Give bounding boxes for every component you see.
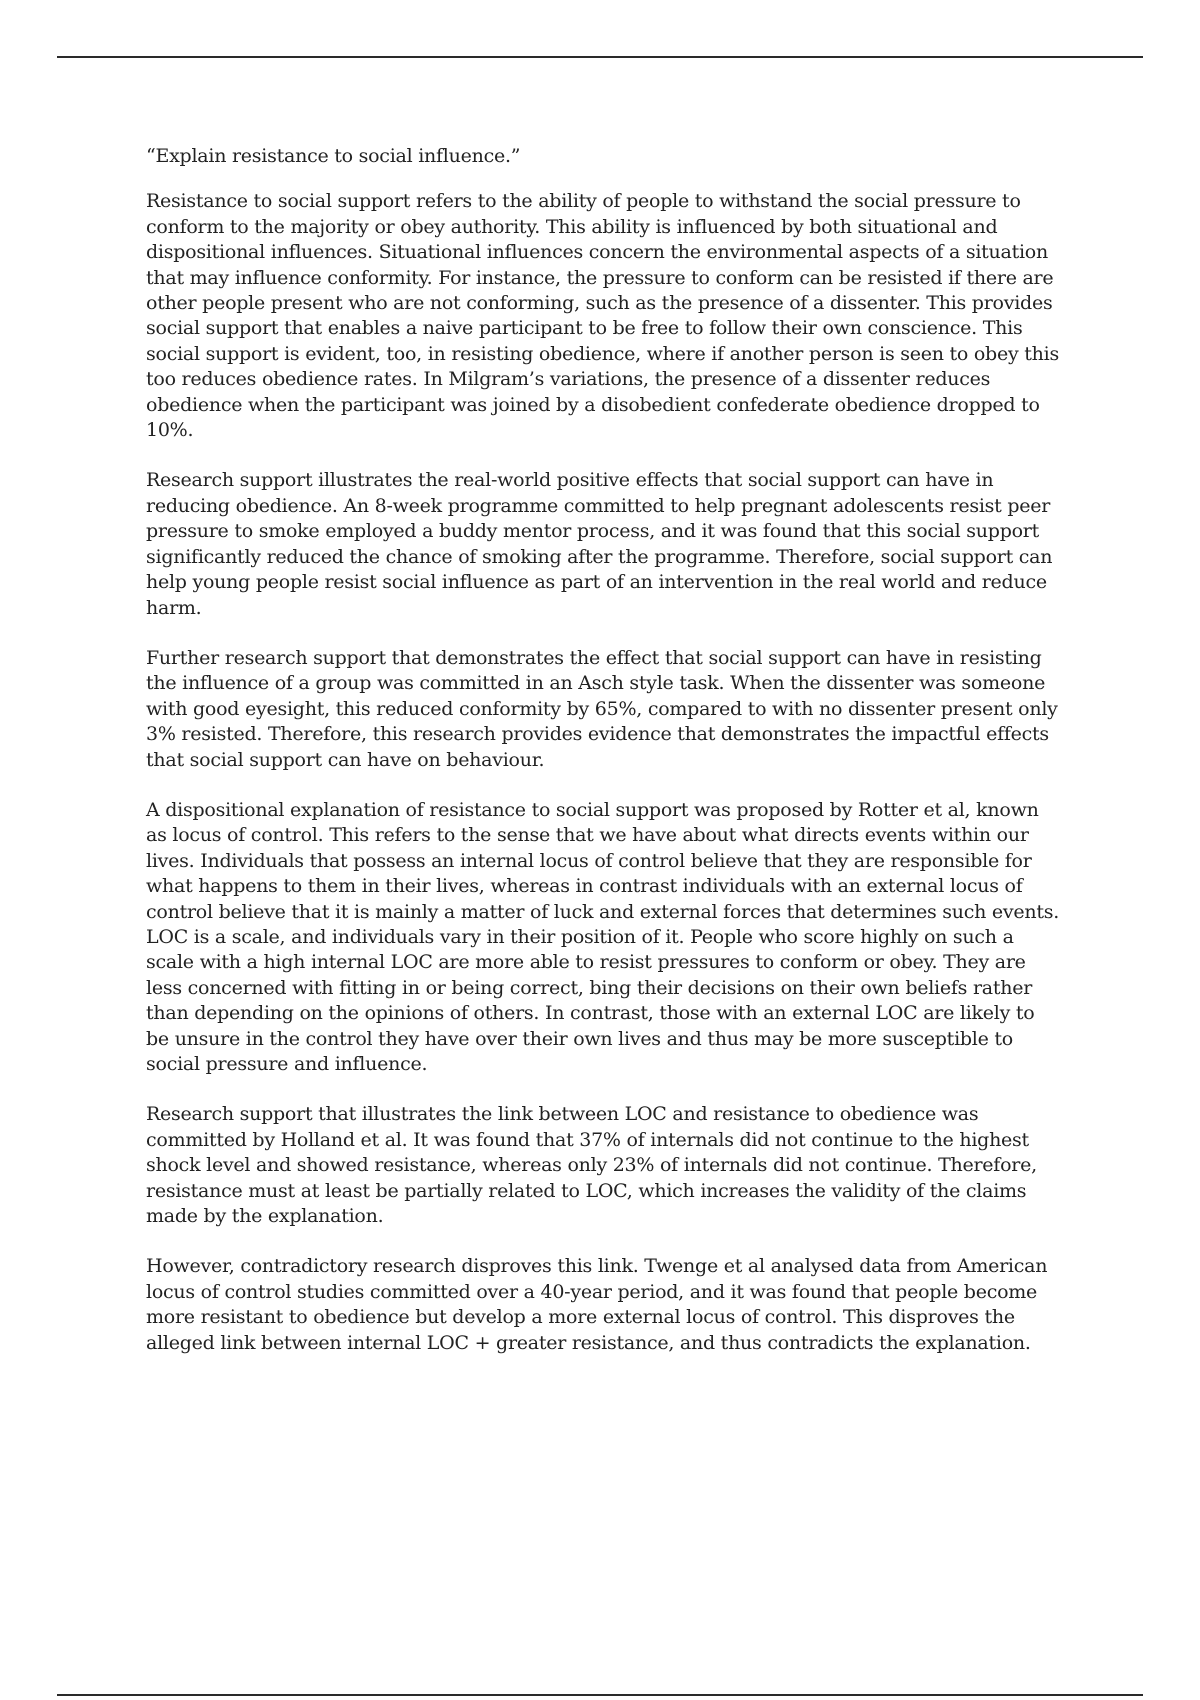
paragraph-locus-of-control: A dispositional explanation of resistance to social support was proposed by Rotter et al, known as locus of control. This refers to the sense that we have about what directs events within our lives. Individuals that possess an internal locus of control believe that they are responsible for what happens to them in their lives, whereas in contrast individuals with an external locus of control believe that it is mainly a matter of luck and external forces that determines such events. LOC is a scale, and individuals vary in their position of it. People who score highly on such a scale with a high internal LOC are more able to resist pressures to conform or obey. They are less concerned with fitting in or being correct, bing their decisions on their own beliefs rather than depending on the opinions of others. In contrast, those with an external LOC are likely to be unsure in the control they have over their own lives and thus may be more susceptible to social pressure and influence.	[146, 798, 1060, 1075]
essay-question: “Explain resistance to social influence.”	[146, 145, 521, 167]
paragraph-holland-research: Research support that illustrates the link between LOC and resistance to obedience was committed by Holland et al. It was found that 37% of internals did not continue to the highest shock level and showed resistance, whereas only 23% of internals did not continue. Therefore, resistance must at least be partially related to LOC, which increases the validity of the claims made by the explanation.	[146, 1103, 1037, 1228]
paragraph-research-support-asch: Further research support that demonstrates the effect that social support can have in resisting the influence of a group was committed in an Asch style task. When the dissenter was someone with good eyesight, this reduced conformity by 65%, compared to with no dissenter present only 3% resisted. Therefore, this research provides evidence that demonstrates the impactful effects that social support can have on behaviour.	[146, 646, 1058, 771]
header-rule	[57, 56, 1143, 58]
paragraph-research-support-smoking: Research support illustrates the real-world positive effects that social support can have in reducing obedience. An 8-week programme committed to help pregnant adolescents resist peer pressure to smoke employed a buddy mentor process, and it was found that this social support significantly reduced the chance of smoking after the programme. Therefore, social support can help young people resist social influence as part of an intervention in the real world and reduce harm.	[146, 469, 1053, 619]
paragraph-twenge-contradiction: However, contradictory research disproves this link. Twenge et al analysed data from American locus of control studies committed over a 40-year period, and it was found that people become more resistant to obedience but develop a more external locus of control. This disproves the alleged link between internal LOC + greater resistance, and thus contradicts the explanation.	[146, 1255, 1048, 1354]
paragraph-situational-influences: Resistance to social support refers to the ability of people to withstand the social pressure to conform to the majority or obey authority. This ability is influenced by both situational and dispositional influences. Situational influences concern the environmental aspects of a situation that may influence conformity. For instance, the pressure to conform can be resisted if there are other people present who are not conforming, such as the presence of a dissenter. This provides social support that enables a naive participant to be free to follow their own conscience. This social support is evident, too, in resisting obedience, where if another person is seen to obey this too reduces obedience rates. In Milgram’s variations, the presence of a dissenter reduces obedience when the participant was joined by a disobedient confederate obedience dropped to 10%.	[146, 190, 1059, 442]
document-body	[146, 144, 1060, 1381]
footer-rule	[57, 1694, 1143, 1696]
